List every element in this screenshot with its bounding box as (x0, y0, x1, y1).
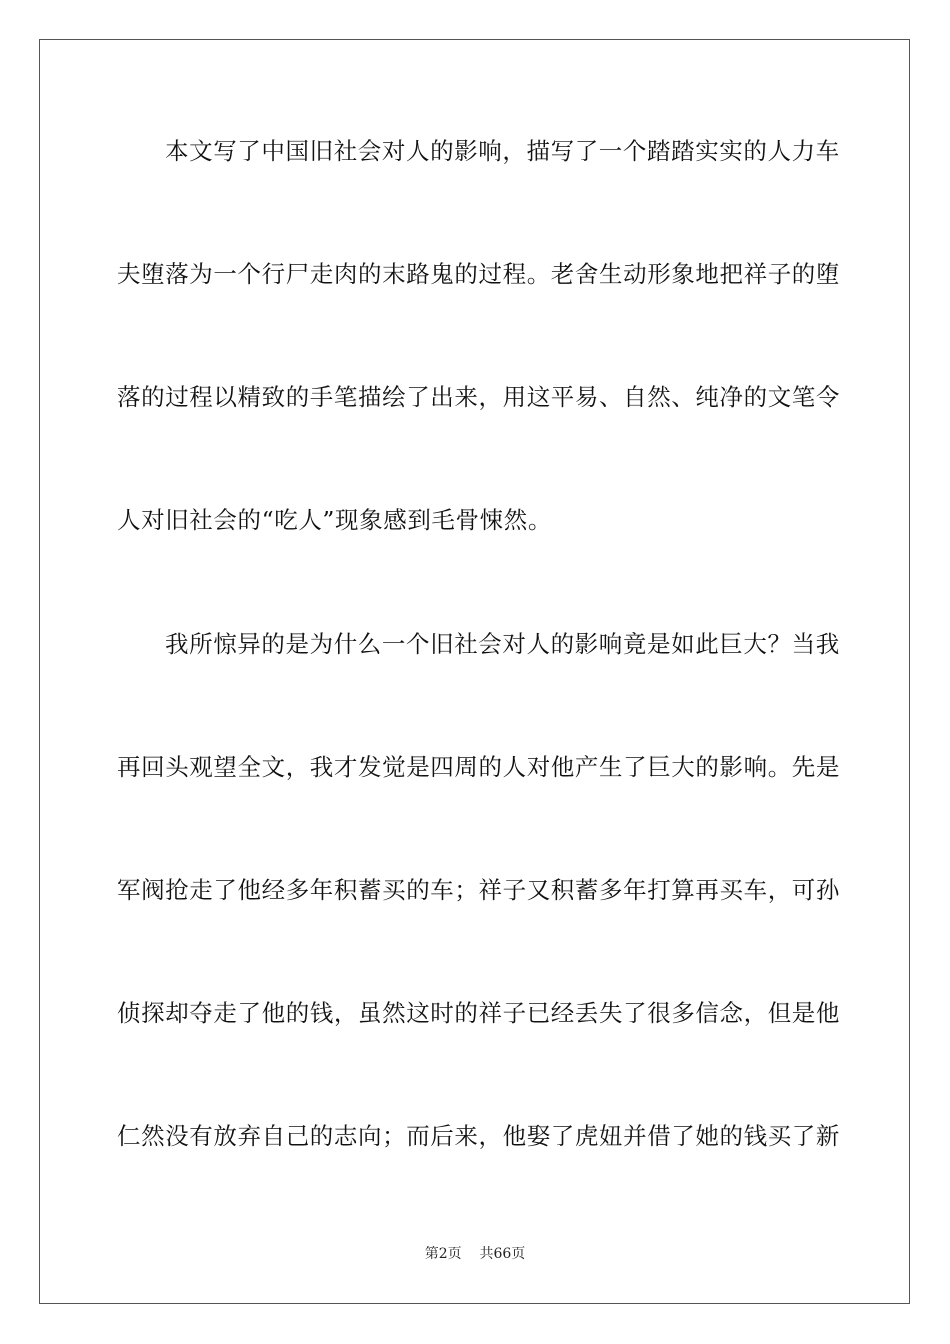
paragraph-2-line-1: 我所惊异的是为什么一个旧社会对人的影响竟是如此巨大？当我 (165, 630, 840, 658)
page-number: 第2页 (424, 1246, 462, 1262)
paragraph-1-line-2: 夫堕落为一个行尸走肉的末路鬼的过程。老舍生动形象地把祥子的堕 (117, 260, 840, 288)
paragraph-1-line-1: 本文写了中国旧社会对人的影响，描写了一个踏踏实实的人力车 (165, 137, 840, 165)
page-total: 共66页 (479, 1246, 526, 1262)
paragraph-2-line-4: 侦探却夺走了他的钱，虽然这时的祥子已经丢失了很多信念，但是他 (117, 999, 840, 1027)
page-footer (0, 1245, 950, 1263)
paragraph-2-line-3: 军阀抢走了他经多年积蓄买的车；祥子又积蓄多年打算再买车，可孙 (117, 876, 840, 904)
page-border (39, 39, 910, 1304)
paragraph-1-line-4: 人对旧社会的“吃人”现象感到毛骨悚然。 (117, 506, 552, 534)
paragraph-2-line-2: 再回头观望全文，我才发觉是四周的人对他产生了巨大的影响。先是 (117, 753, 840, 781)
paragraph-1-line-3: 落的过程以精致的手笔描绘了出来，用这平易、自然、纯净的文笔令 (117, 383, 840, 411)
paragraph-2-line-5: 仁然没有放弃自己的志向；而后来，他娶了虎妞并借了她的钱买了新 (117, 1122, 840, 1150)
